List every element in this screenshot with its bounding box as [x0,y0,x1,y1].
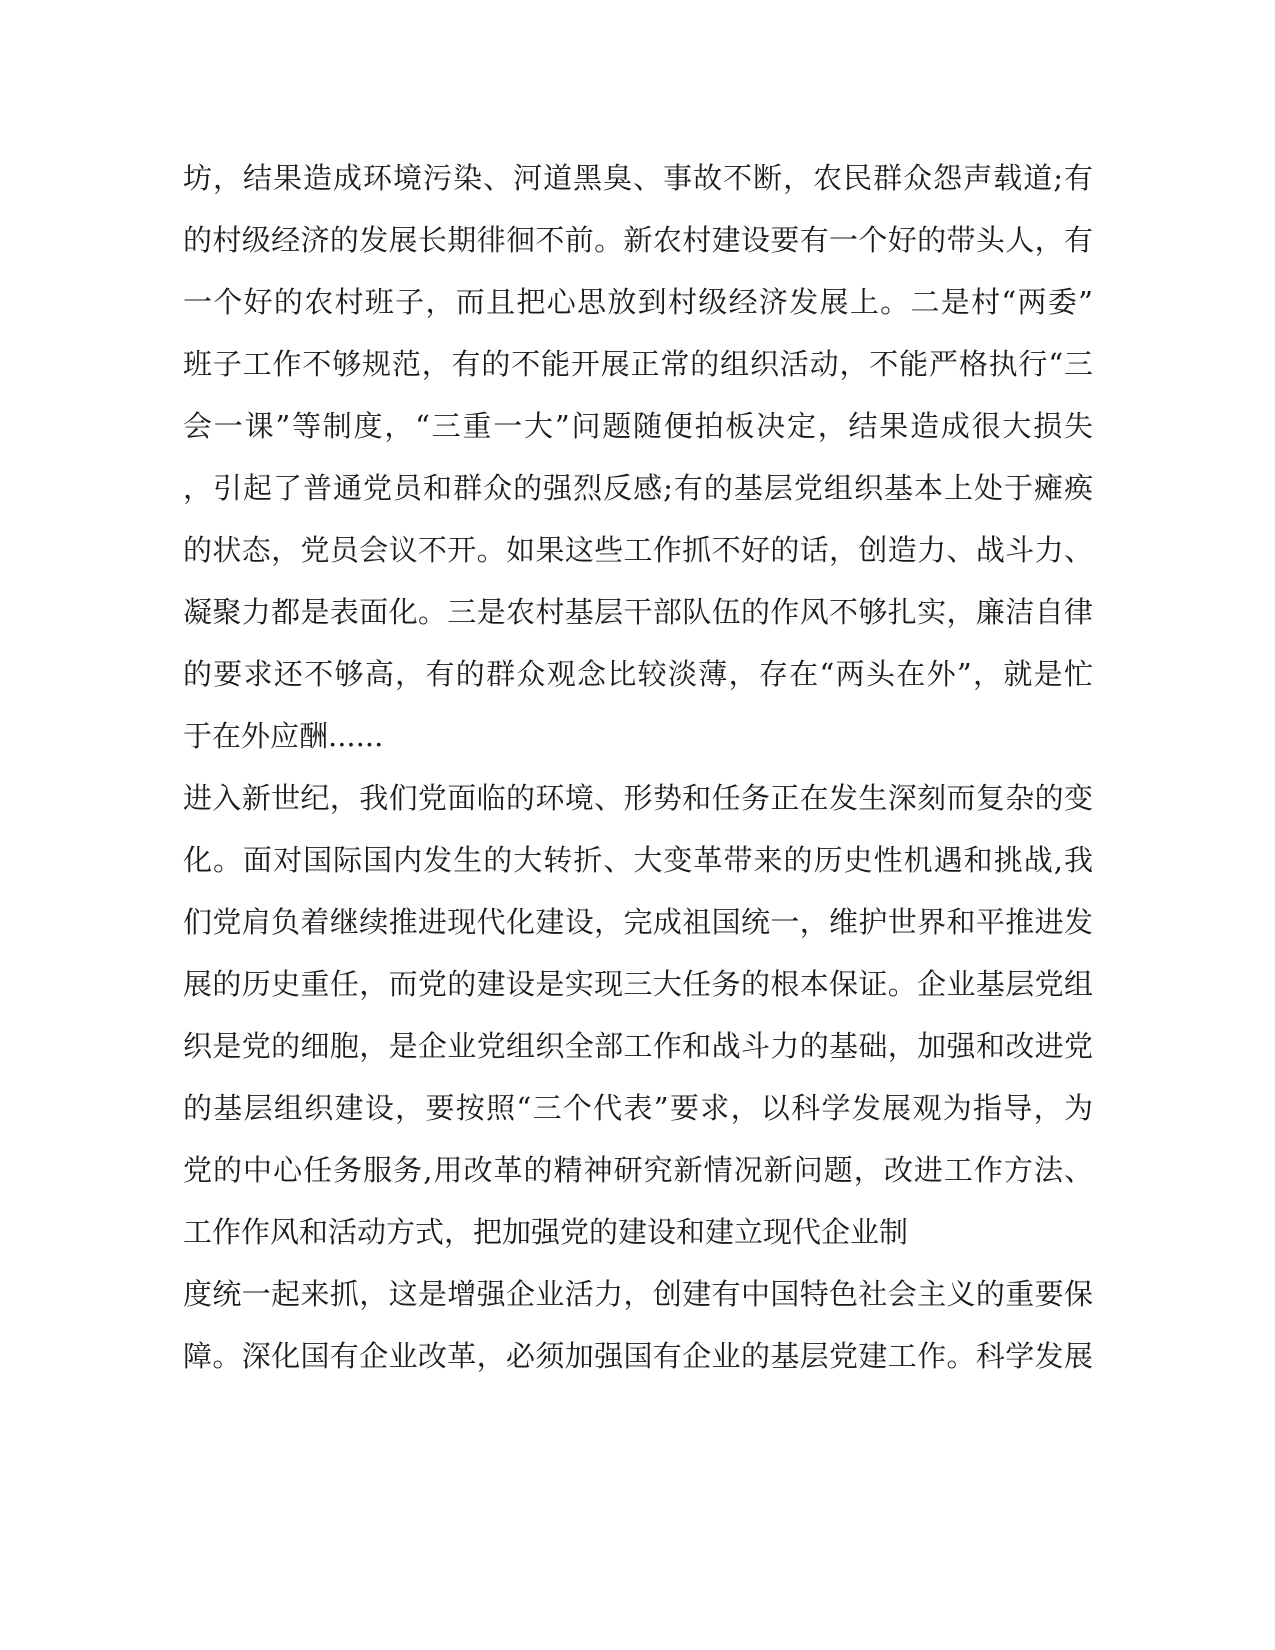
text-line: 班子工作不够规范，有的不能开展正常的组织活动，不能严格执行“三 [183,347,1093,381]
text-line: 化。面对国际国内发生的大转折、大变革带来的历史性机遇和挑战,我 [183,843,1093,877]
text-line: 党的中心任务服务,用改革的精神研究新情况新问题，改进工作方法、 [183,1153,1093,1187]
text-line: 一个好的农村班子，而且把心思放到村级经济发展上。二是村“两委” [183,285,1093,319]
text-line: 障。深化国有企业改革，必须加强国有企业的基层党建工作。科学发展 [183,1339,1093,1373]
text-line: 织是党的细胞，是企业党组织全部工作和战斗力的基础，加强和改进党 [183,1029,1093,1063]
text-line: 的基层组织建设，要按照“三个代表”要求，以科学发展观为指导，为 [183,1091,1093,1125]
text-line: 度统一起来抓，这是增强企业活力，创建有中国特色社会主义的重要保 [183,1277,1093,1311]
text-line: 坊，结果造成环境污染、河道黑臭、事故不断，农民群众怨声载道;有 [183,161,1093,195]
text-line: 工作作风和活动方式，把加强党的建设和建立现代企业制 [183,1215,909,1249]
text-line: ，引起了普通党员和群众的强烈反感;有的基层党组织基本上处于瘫痪 [183,471,1093,505]
text-line: 展的历史重任，而党的建设是实现三大任务的根本保证。企业基层党组 [183,967,1093,1001]
text-line: 的要求还不够高，有的群众观念比较淡薄，存在“两头在外”，就是忙 [183,657,1093,691]
text-line: 进入新世纪，我们党面临的环境、形势和任务正在发生深刻而复杂的变 [183,781,1093,815]
text-line: 的状态，党员会议不开。如果这些工作抓不好的话，创造力、战斗力、 [183,533,1093,567]
text-line: 会一课”等制度，“三重一大”问题随便拍板决定，结果造成很大损失 [183,409,1093,443]
text-line: 们党肩负着继续推进现代化建设，完成祖国统一，维护世界和平推进发 [183,905,1093,939]
text-line: 的村级经济的发展长期徘徊不前。新农村建设要有一个好的带头人，有 [183,223,1093,257]
text-line: 于在外应酬...... [183,719,384,753]
text-line: 凝聚力都是表面化。三是农村基层干部队伍的作风不够扎实，廉洁自律 [183,595,1093,629]
